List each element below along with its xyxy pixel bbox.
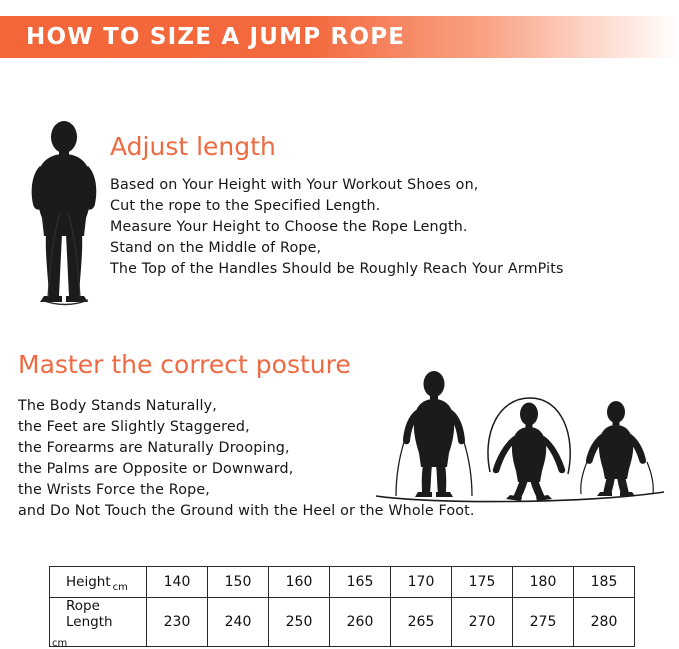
page-title: HOW TO SIZE A JUMP ROPE: [26, 24, 406, 50]
cell-rope-6: 270: [452, 598, 513, 647]
adjust-length-text-block: [110, 132, 675, 280]
cell-rope-5: 265: [391, 598, 452, 647]
correct-posture-line-6: and Do Not Touch the Ground with the Heel or the Whole Foot.: [18, 503, 475, 519]
row-label-height: [50, 567, 147, 598]
jumper-silhouette-start: [403, 371, 465, 497]
table-row-rope-length: [50, 598, 635, 647]
row-label-rope-length: [50, 598, 147, 647]
standing-person-icon: [18, 120, 110, 310]
cell-height-2: 150: [208, 567, 269, 598]
cell-rope-7: 275: [513, 598, 574, 647]
size-chart-table: [49, 566, 635, 647]
cell-rope-3: 250: [269, 598, 330, 647]
cell-height-5: 170: [391, 567, 452, 598]
correct-posture-line-4: the Palms are Opposite or Downward,: [18, 461, 294, 477]
adjust-length-line-1: Based on Your Height with Your Workout Shoes on,: [110, 177, 479, 193]
jumper-silhouette-rope-overhead: [493, 403, 565, 502]
row-label-rope-length-text: Rope Length: [66, 598, 113, 630]
jumper-silhouette-mid-jump: [586, 401, 646, 496]
adjust-length-heading: Adjust length: [110, 132, 276, 161]
row-label-height-text: Height: [66, 574, 111, 590]
cell-rope-1: 230: [147, 598, 208, 647]
adjust-length-line-5: The Top of the Handles Should be Roughly Reach Your ArmPits: [110, 261, 564, 277]
adjust-length-line-3: Measure Your Height to Choose the Rope Length.: [110, 219, 468, 235]
cell-height-8: 185: [574, 567, 635, 598]
table-row-height: [50, 567, 635, 598]
cell-rope-4: 260: [330, 598, 391, 647]
cell-height-7: 180: [513, 567, 574, 598]
cell-rope-8: 280: [574, 598, 635, 647]
adjust-length-line-2: Cut the rope to the Specified Length.: [110, 198, 381, 214]
section-adjust-length: [0, 110, 679, 310]
correct-posture-heading: Master the correct posture: [18, 350, 351, 379]
correct-posture-line-2: the Feet are Slightly Staggered,: [18, 419, 250, 435]
correct-posture-line-3: the Forearms are Naturally Drooping,: [18, 440, 290, 456]
adjust-length-line-4: Stand on the Middle of Rope,: [110, 240, 322, 256]
cell-rope-2: 240: [208, 598, 269, 647]
row-label-height-unit: cm: [112, 582, 128, 593]
section-correct-posture: [0, 350, 679, 545]
page-header-banner: [0, 16, 679, 58]
cell-height-4: 165: [330, 567, 391, 598]
row-label-rope-length-unit: cm: [52, 638, 68, 649]
cell-height-3: 160: [269, 567, 330, 598]
correct-posture-line-5: the Wrists Force the Rope,: [18, 482, 210, 498]
cell-height-6: 175: [452, 567, 513, 598]
jumper-figures-group: [370, 368, 670, 513]
correct-posture-line-1: The Body Stands Naturally,: [18, 398, 217, 414]
cell-height-1: 140: [147, 567, 208, 598]
